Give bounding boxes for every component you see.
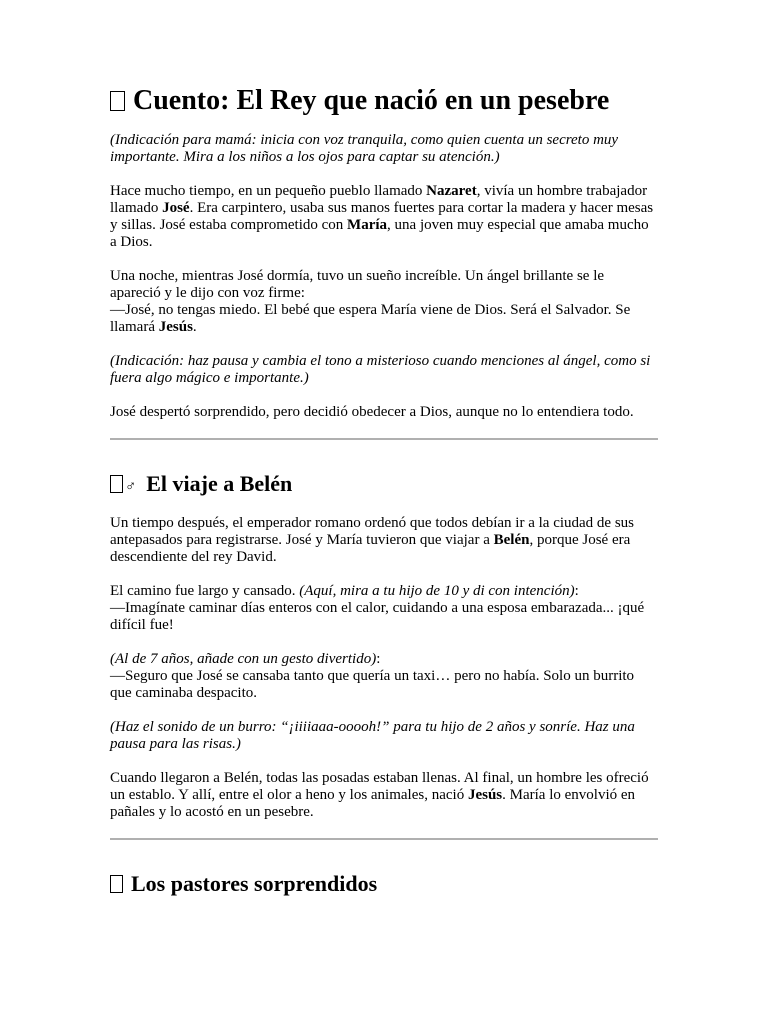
text-run: , vivía un hombre trabajador llamado xyxy=(110,183,648,216)
section-divider xyxy=(110,438,658,440)
page-title xyxy=(110,84,658,118)
missing-glyph-icon xyxy=(110,475,123,493)
document-page xyxy=(110,84,658,897)
text-run: Hace mucho tiempo, en un pequeño pueblo llamado xyxy=(110,183,427,199)
text-run: : xyxy=(376,651,381,667)
text-run: El camino fue largo y cansado. xyxy=(110,583,300,599)
bold-maria: María xyxy=(347,217,388,233)
text-run: —Imagínate caminar días enteros con el calor, cuidando a una esposa embarazada... ¡qué difícil fue! xyxy=(110,600,645,633)
paragraph-long-road xyxy=(110,583,658,634)
section-heading-viaje xyxy=(110,471,658,500)
paragraph-intro-indication: (Indicación para mamá: inicia con voz tranquila, como quien cuenta un secreto muy importante. Mira a los niños a los ojos para captar su atención.) xyxy=(110,132,619,165)
bold-belen: Belén xyxy=(493,532,530,548)
section-heading-text: Los pastores sorprendidos xyxy=(131,871,378,896)
text-run: Un tiempo después, el emperador romano ordenó que todos debían ir a la ciudad de sus antepasados para registrarse. José y María tuvieron que viajar a xyxy=(110,515,635,548)
italic-run: (Aquí, mira a tu hijo de 10 y di con intención) xyxy=(299,583,575,599)
section-heading-text: El viaje a Belén xyxy=(146,471,293,496)
text-run: . xyxy=(192,319,197,335)
paragraph-indication-angel: (Indicación: haz pausa y cambia el tono a misterioso cuando menciones al ángel, como si fuera algo mágico e importante.) xyxy=(110,353,651,386)
bold-jesus: Jesús xyxy=(158,319,193,335)
text-run: . Era carpintero, usaba sus manos fuertes para cortar la madera y hacer mesas y sillas. José estaba comprometido con xyxy=(110,200,654,233)
paragraph-nazaret xyxy=(110,183,658,251)
text-run: : xyxy=(574,583,579,599)
text-run: , porque José era descendiente del rey David. xyxy=(110,532,631,565)
missing-glyph-icon xyxy=(110,91,125,111)
bold-jose: José xyxy=(162,200,190,216)
missing-glyph-icon xyxy=(110,875,123,893)
italic-run: (Al de 7 años, añade con un gesto divertido) xyxy=(110,651,377,667)
text-run: . María lo envolvió en pañales y lo acostó en un pesebre. xyxy=(110,787,636,820)
text-run: Una noche, mientras José dormía, tuvo un sueño increíble. Un ángel brillante se le apareció y le dijo con voz firme: xyxy=(110,268,605,301)
paragraph-taxi xyxy=(110,651,658,702)
text-run: —Seguro que José se cansaba tanto que quería un taxi… pero no había. Solo un burrito que caminaba despacito. xyxy=(110,668,635,701)
text-run: , una joven muy especial que amaba mucho a Dios. xyxy=(110,217,649,250)
page-title-text: Cuento: El Rey que nació en un pesebre xyxy=(133,85,610,116)
male-symbol-icon: ♂ xyxy=(125,479,137,495)
paragraph-census xyxy=(110,515,658,566)
bold-jesus: Jesús xyxy=(467,787,503,803)
paragraph-donkey-sound: (Haz el sonido de un burro: “¡iiiiaaa-ooooh!” para tu hijo de 2 años y sonríe. Haz una pausa para las risas.) xyxy=(110,719,635,752)
section-divider xyxy=(110,838,658,840)
paragraph-angel-dream xyxy=(110,268,658,336)
text-run: —José, no tengas miedo. El bebé que espera María viene de Dios. Será el Salvador. Se llamará xyxy=(110,302,631,335)
bold-nazaret: Nazaret xyxy=(426,183,477,199)
paragraph-birth xyxy=(110,770,658,821)
paragraph-jose-awakes: José despertó sorprendido, pero decidió obedecer a Dios, aunque no lo entendiera todo. xyxy=(110,404,634,420)
section-heading-pastores xyxy=(110,871,658,897)
text-run: Cuando llegaron a Belén, todas las posadas estaban llenas. Al final, un hombre les ofreció un establo. Y allí, entre el olor a heno y los animales, nació xyxy=(110,770,649,803)
